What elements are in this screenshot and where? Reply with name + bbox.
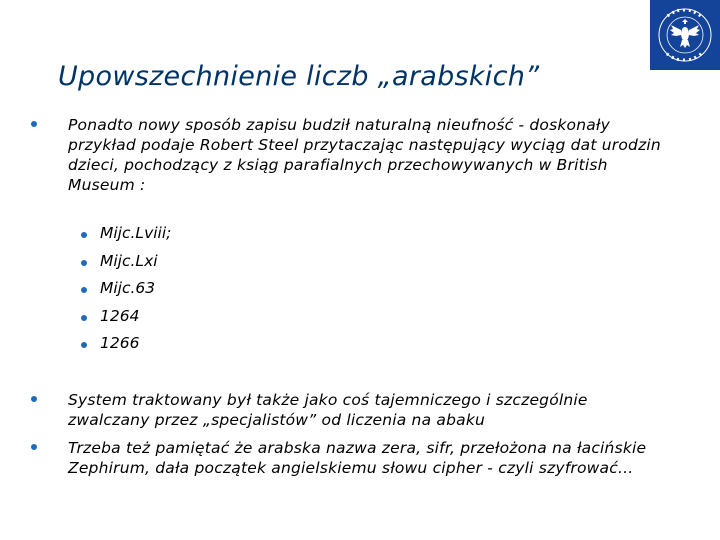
bullet-text: Ponadto nowy sposób zapisu budził naturalną nieufność - doskonały przykład podaje Robert Steel przytaczając następujący wyciąg dat urodzin dzieci, pochodzący z ksiąg parafialnych przechowywanych w British Museum : bbox=[68, 116, 661, 194]
slide-title: Upowszechnienie liczb „arabskich” bbox=[58, 61, 540, 92]
sub-item: 1264 bbox=[100, 307, 140, 325]
eagle-emblem-icon bbox=[650, 0, 720, 70]
bullet-marker bbox=[30, 396, 38, 404]
bullet-marker bbox=[30, 444, 38, 452]
sub-item: Mijc.Lxi bbox=[100, 252, 158, 270]
sub-item: Mijc.Lviii; bbox=[100, 224, 172, 242]
university-logo bbox=[650, 0, 720, 70]
sub-bullet-marker bbox=[81, 260, 87, 266]
bullet-text: System traktowany był także jako coś tajemniczego i szczególnie zwalczany przez „specjalistów” od liczenia na abaku bbox=[68, 391, 588, 429]
sub-item: Mijc.63 bbox=[100, 279, 156, 297]
sub-bullet-marker bbox=[81, 315, 87, 321]
bullet-text: Trzeba też pamiętać że arabska nazwa zera, sifr, przełożona na łacińskie Zephirum, dała początek angielskiemu słowu cipher - czyli szyfrować... bbox=[68, 439, 647, 477]
sub-bullet-marker bbox=[81, 287, 87, 293]
bullet-marker bbox=[30, 121, 38, 129]
sub-bullet-marker bbox=[81, 232, 87, 238]
sub-item: 1266 bbox=[100, 334, 140, 352]
sub-bullet-marker bbox=[81, 342, 87, 348]
